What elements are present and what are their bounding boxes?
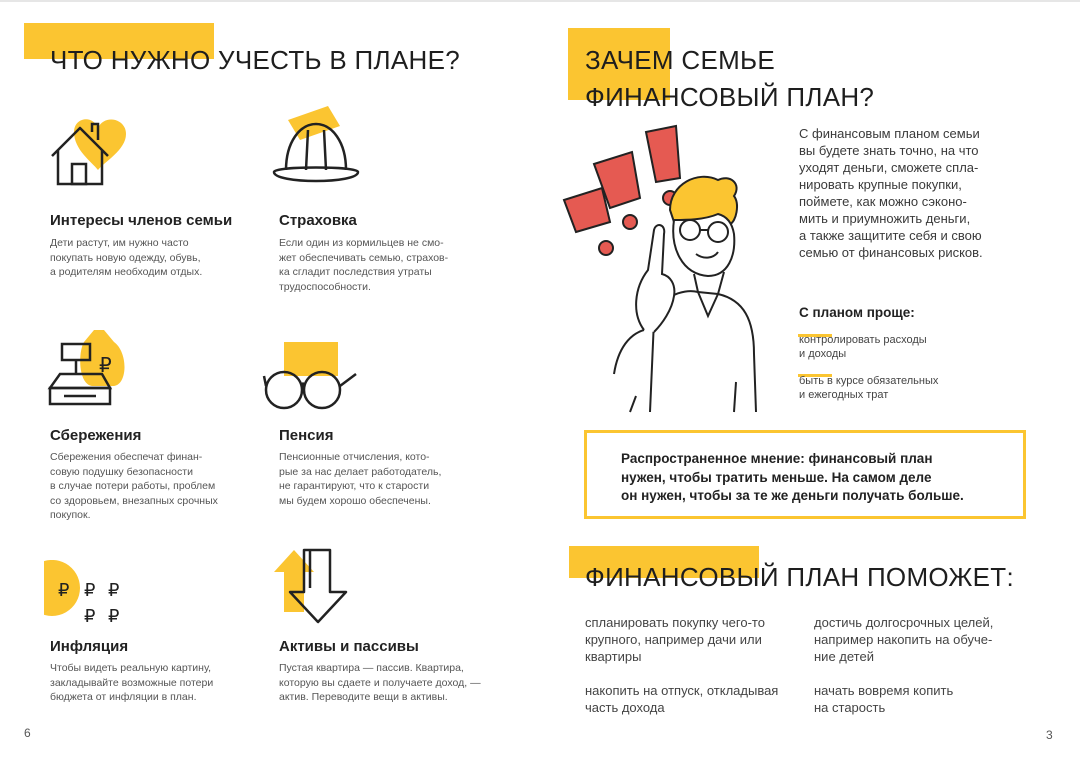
right-page-number: 3 (1046, 728, 1053, 742)
quote-text: Распространенное мнение: финансовый план нужен, чтобы тратить меньше. На самом деле он нужен, чтобы за те же деньги получать больше. (621, 451, 964, 503)
cash-register-icon (44, 322, 134, 412)
help-item: начать вовремя копить на старость (814, 683, 954, 715)
item-title-pension: Пенсия (279, 427, 334, 444)
house-heart-icon (46, 110, 136, 190)
help-title: ФИНАНСОВЫЙ ПЛАН ПОМОЖЕТ: (585, 562, 1015, 592)
ruble-icon: ₽ (108, 606, 120, 627)
ruble-icon: ₽ (84, 606, 96, 627)
right-page-title-line1: ЗАЧЕМ СЕМЬЕ (585, 45, 776, 75)
intro-text: С финансовым планом семьи вы будете знать точно, на что уходят деньги, сможете спла- нировать крупные покупки, поймете, как можно сэконо- мить и приумножить деньги, а также защитите себя и свою семью от финансовых рисков. (799, 126, 983, 260)
ruble-icon: ₽ (108, 580, 120, 601)
quote-box (584, 430, 1026, 519)
thinking-man-illustration (558, 124, 778, 414)
item-text-family: Дети растут, им нужно часто покупать новую одежду, обувь, а родителям необходим отдых. (50, 237, 203, 278)
item-text-inflation: Чтобы видеть реальную картину, закладывайте возможные потери бюджета от инфляции в план. (50, 662, 214, 703)
help-item: накопить на отпуск, откладывая часть дохода (585, 683, 779, 715)
item-title-inflation: Инфляция (50, 638, 129, 655)
inflation-icon (44, 560, 134, 630)
item-title-savings: Сбережения (50, 427, 142, 444)
item-title-insurance: Страховка (279, 212, 357, 229)
simpler-item: быть в курсе обязательных и ежегодных трат (799, 375, 939, 401)
left-page-number: 6 (24, 726, 31, 740)
item-text-assets: Пустая квартира — пассив. Квартира, которую вы сдаете и получаете доход, — актив. Переводите вещи в активы. (279, 662, 481, 703)
up-down-arrows-icon (274, 546, 364, 626)
item-text-insurance: Если один из кормильцев не смо- жет обеспечивать семью, страхов- ка сгладит последствия утраты трудоспособности. (279, 237, 449, 293)
ruble-icon: ₽ (99, 353, 112, 377)
item-title-assets: Активы и пассивы (279, 638, 419, 655)
simpler-item: контролировать расходы и доходы (799, 334, 927, 360)
ruble-icon: ₽ (84, 580, 96, 601)
left-page-title: ЧТО НУЖНО УЧЕСТЬ В ПЛАНЕ? (50, 45, 461, 75)
ruble-icon: ₽ (58, 580, 70, 601)
right-page-title-line2: ФИНАНСОВЫЙ ПЛАН? (585, 82, 875, 112)
glasses-icon (260, 336, 360, 416)
item-text-savings: Сбережения обеспечат финан- совую подушку безопасности в случае потери работы, проблем со здоровьем, внезапных срочных покупок. (50, 451, 218, 521)
hard-hat-icon (266, 100, 366, 190)
help-item: достичь долгосрочных целей, например накопить на обуче- ние детей (814, 615, 994, 664)
simpler-title: С планом проще: (799, 305, 915, 320)
item-title-family: Интересы членов семьи (50, 212, 233, 229)
item-text-pension: Пенсионные отчисления, кото- рые за нас делает работодатель, не гарантируют, что к старости мы будем хорошо обеспечены. (279, 451, 442, 507)
help-item: спланировать покупку чего-то крупного, например дачи или квартиры (585, 615, 765, 664)
